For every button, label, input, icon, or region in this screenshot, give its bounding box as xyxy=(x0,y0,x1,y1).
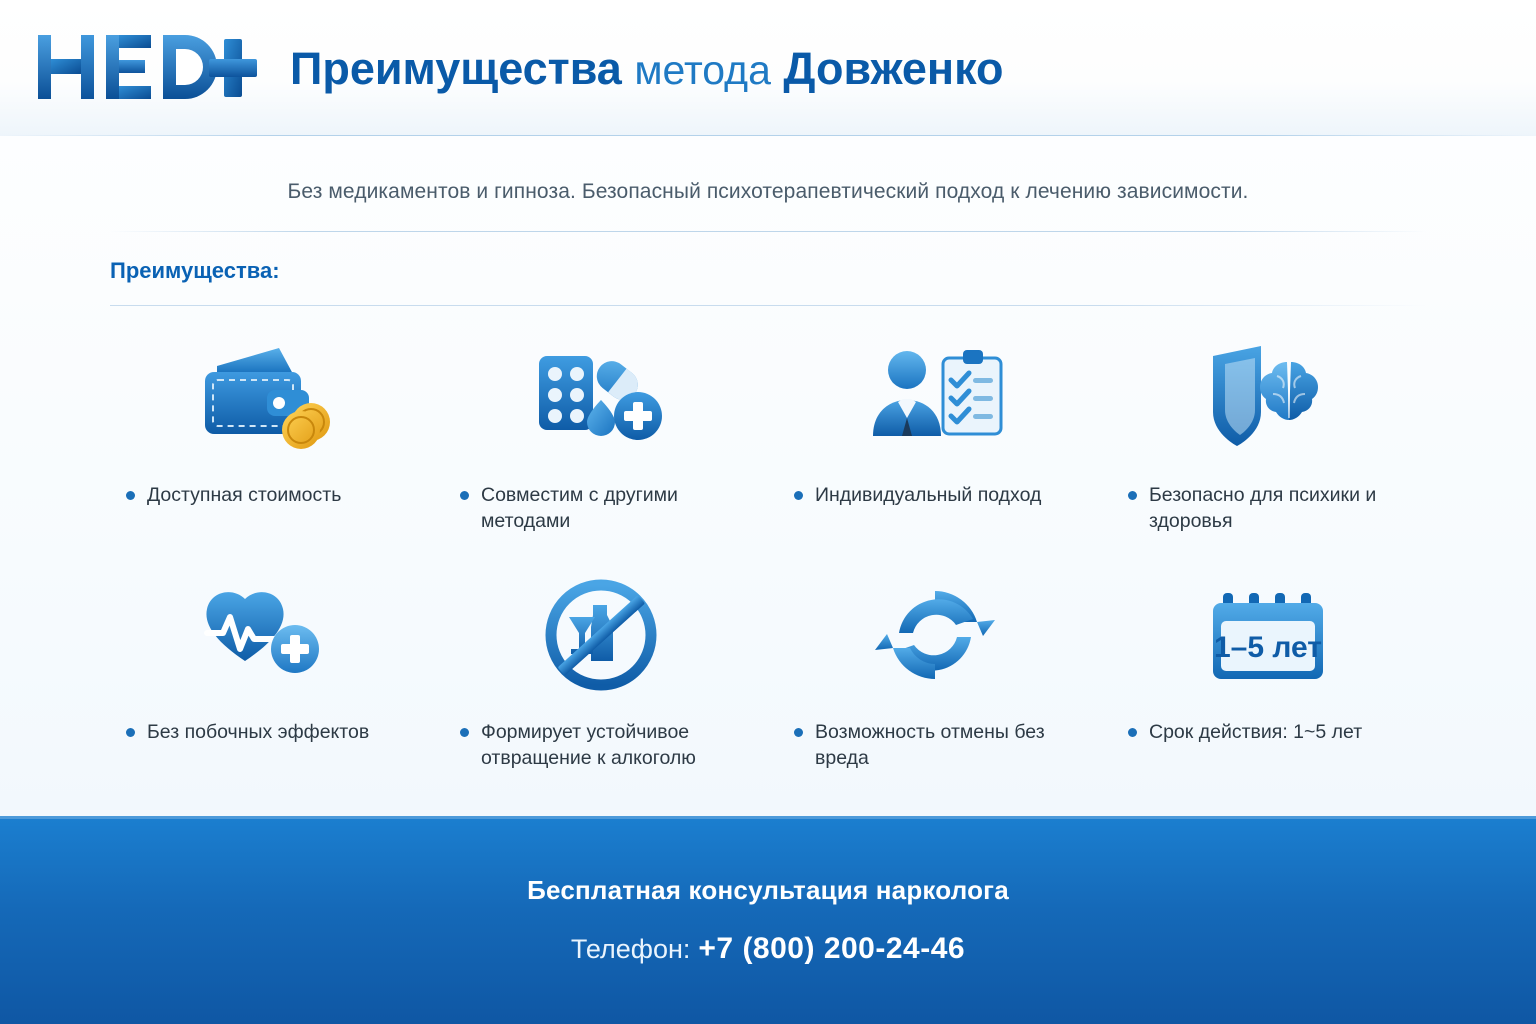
bullet-icon xyxy=(794,728,803,737)
advantage-label-row xyxy=(448,703,754,772)
bullet-icon xyxy=(1128,728,1137,737)
advantages-grid xyxy=(100,324,1436,789)
bullet-icon xyxy=(1128,491,1137,500)
advantage-item xyxy=(768,324,1102,553)
subtitle-section xyxy=(0,136,1536,232)
page-title-part3: Довженко xyxy=(783,42,1004,94)
advantage-label-row xyxy=(448,466,754,535)
advantage-label-row xyxy=(782,703,1088,772)
advantage-label: Без побочных эффектов xyxy=(147,720,370,743)
page-title-part2: метода xyxy=(634,46,771,93)
refresh-arrows-icon xyxy=(782,571,1088,703)
advantage-item xyxy=(100,561,434,790)
advantage-label: Возможность отмены без вреда xyxy=(815,720,1045,769)
wallet-coins-icon xyxy=(114,334,420,466)
footer-cta xyxy=(0,816,1536,1024)
advantage-label-row xyxy=(782,466,1088,508)
advantage-item xyxy=(768,561,1102,790)
heart-pulse-cross-icon xyxy=(114,571,420,703)
advantage-label: Формирует устойчивое отвращение к алкоголю xyxy=(481,720,696,769)
advantage-item xyxy=(1102,561,1436,790)
advantage-item xyxy=(100,324,434,553)
section-divider xyxy=(110,305,1426,306)
footer-phone-row xyxy=(571,932,965,966)
advantage-item xyxy=(434,561,768,790)
neo-plus-logo xyxy=(36,29,268,107)
footer-title: Бесплатная консультация нарколога xyxy=(527,874,1009,905)
page-title-part1: Преимущества xyxy=(290,42,622,94)
no-alcohol-icon xyxy=(448,571,754,703)
advantage-label-row xyxy=(114,703,420,745)
advantage-label-row xyxy=(1116,466,1422,535)
subtitle-text: Без медикаментов и гипноза. Безопасный психотерапевтический подход к лечению зависимости. xyxy=(287,180,1249,203)
advantages-section-header xyxy=(110,258,1536,306)
advantage-label: Индивидуальный подход xyxy=(815,484,1042,506)
footer-phone-label: Телефон: xyxy=(570,933,691,964)
advantage-item xyxy=(1102,324,1436,553)
bullet-icon xyxy=(126,491,135,500)
advantage-label: Безопасно для психики и здоровья xyxy=(1149,484,1377,533)
footer-phone-number[interactable]: +7 (800) 200-24-46 xyxy=(698,931,966,965)
advantage-label-row xyxy=(114,466,420,508)
calendar-years-icon xyxy=(1116,571,1422,703)
bullet-icon xyxy=(460,491,469,500)
bullet-icon xyxy=(460,728,469,737)
advantage-label: Срок действия: 1~5 лет xyxy=(1149,720,1363,743)
calendar-badge-text: 1–5 лет xyxy=(1213,630,1323,664)
bullet-icon xyxy=(794,491,803,500)
advantage-label: Доступная стоимость xyxy=(147,484,342,506)
advantage-item xyxy=(434,324,768,553)
bullet-icon xyxy=(126,728,135,737)
section-title: Преимущества: xyxy=(110,258,280,283)
subtitle-divider xyxy=(110,231,1426,232)
page-title xyxy=(290,42,1004,94)
advantage-label-row xyxy=(1116,703,1422,745)
doctor-checklist-icon xyxy=(782,334,1088,466)
advantage-label: Совместим с другими методами xyxy=(481,484,678,533)
shield-brain-icon xyxy=(1116,334,1422,466)
page-header xyxy=(0,0,1536,136)
pills-capsule-cross-icon xyxy=(448,334,754,466)
